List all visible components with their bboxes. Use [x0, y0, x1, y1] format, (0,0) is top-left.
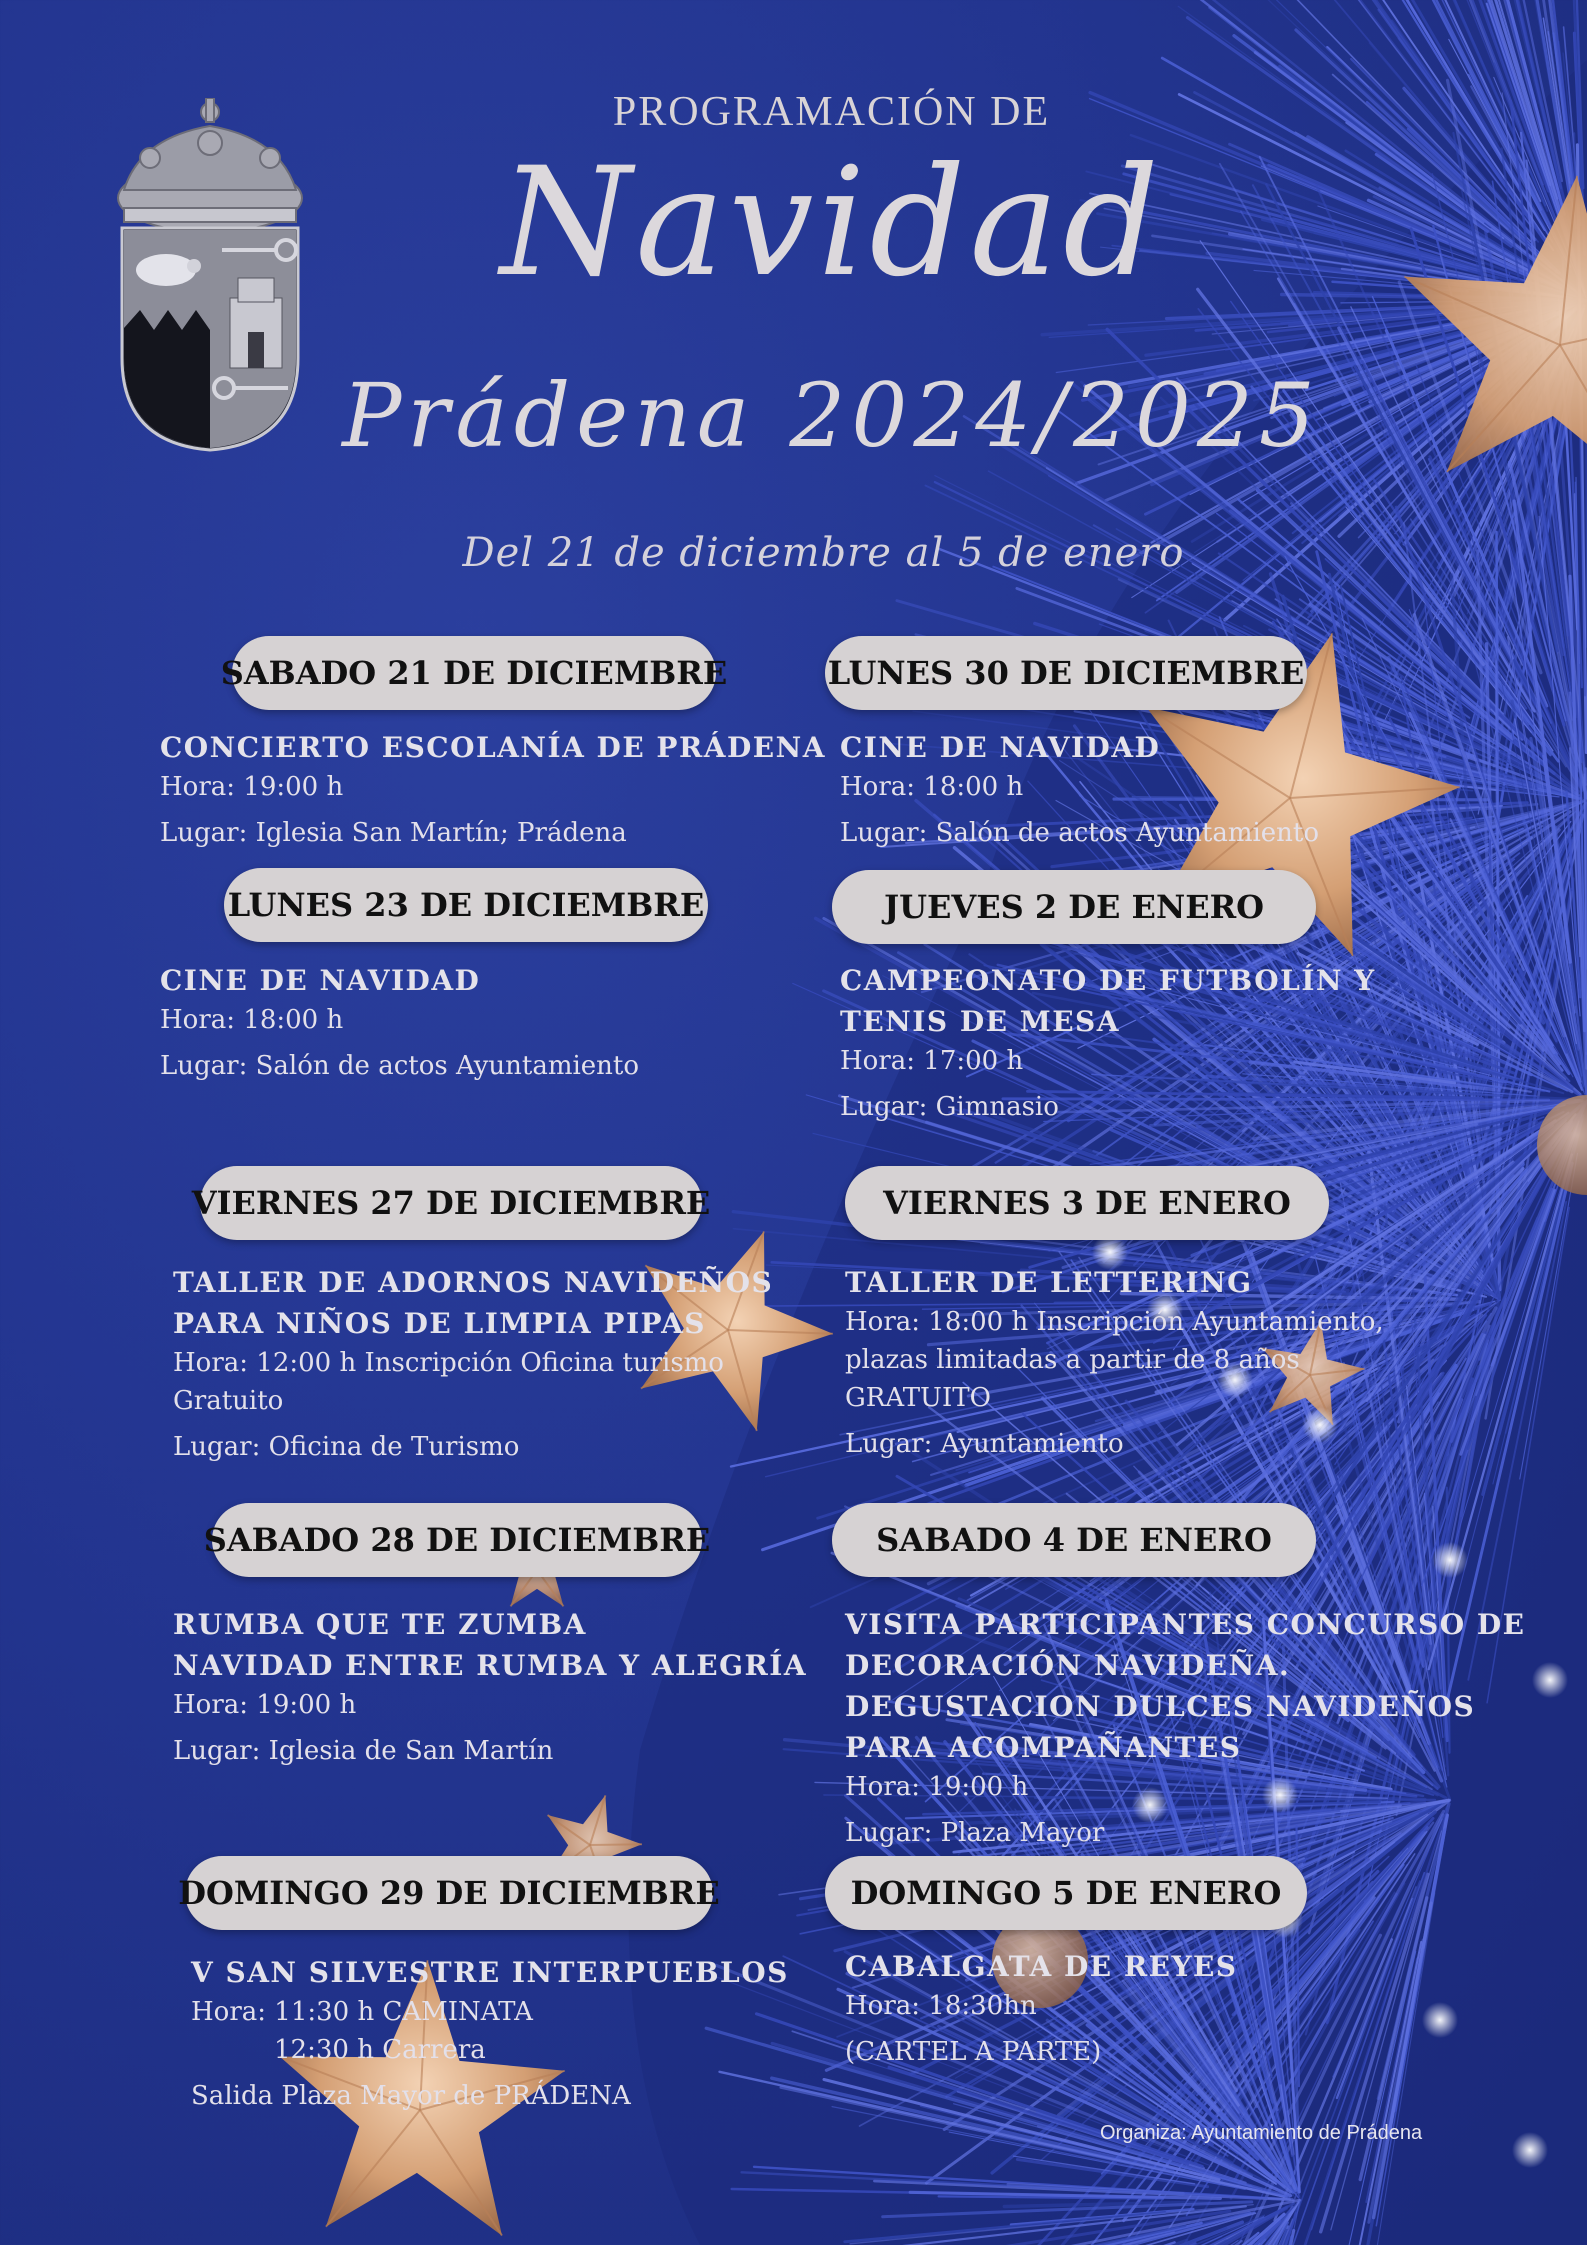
event-time: Hora: 18:00 h Inscripción Ayuntamiento, [845, 1307, 1384, 1337]
event-title: TENIS DE MESA [840, 1005, 1120, 1038]
day-pill: SABADO 4 DE ENERO [832, 1503, 1316, 1577]
event-time: Hora: 18:00 h [840, 772, 1024, 802]
event-place: Lugar: Plaza Mayor [845, 1818, 1105, 1848]
event-block [840, 727, 1319, 852]
event-time: Hora: 19:00 h [160, 772, 344, 802]
pre-title: PROGRAMACIÓN DE [612, 89, 1051, 135]
event-block [173, 1262, 773, 1466]
event-time: Hora: 18:30hn [845, 1991, 1037, 2021]
event-title: PARA ACOMPAÑANTES [845, 1731, 1242, 1764]
event-place: Lugar: Gimnasio [840, 1092, 1059, 1122]
organizer-footer: Organiza: Ayuntamiento de Prádena [1100, 2122, 1423, 2144]
event-time: Hora: 19:00 h [173, 1690, 357, 1720]
event-title: CABALGATA DE REYES [845, 1950, 1238, 1983]
event-note: (CARTEL A PARTE) [845, 2037, 1102, 2067]
event-title: RUMBA QUE TE ZUMBA [173, 1608, 587, 1641]
event-place: Lugar: Ayuntamiento [845, 1429, 1124, 1459]
event-block [840, 960, 1376, 1126]
event-place: Lugar: Salón de actos Ayuntamiento [840, 818, 1320, 848]
day-pill: SABADO 28 DE DICIEMBRE [212, 1503, 702, 1577]
event-note: plazas limitadas a partir de 8 años [845, 1345, 1300, 1375]
event-note: GRATUITO [845, 1383, 991, 1413]
event-place: Lugar: Salón de actos Ayuntamiento [160, 1051, 640, 1081]
event-title: PARA NIÑOS DE LIMPIA PIPAS [173, 1307, 707, 1340]
day-pill: LUNES 30 DE DICIEMBRE [825, 636, 1307, 710]
day-pill: SABADO 21 DE DICIEMBRE [232, 636, 716, 710]
event-time: Hora: 17:00 h [840, 1046, 1024, 1076]
event-title: TALLER DE LETTERING [845, 1266, 1253, 1299]
event-block [845, 1604, 1525, 1852]
event-title: VISITA PARTICIPANTES CONCURSO DE [845, 1608, 1526, 1641]
event-block [191, 1952, 789, 2115]
event-place: Lugar: Oficina de Turismo [173, 1432, 520, 1462]
event-block [160, 727, 826, 852]
event-time: Hora: 12:00 h Inscripción Oficina turismo [173, 1348, 724, 1378]
day-pill: VIERNES 3 DE ENERO [845, 1166, 1329, 1240]
event-title: TALLER DE ADORNOS NAVIDEÑOS [173, 1266, 774, 1299]
event-title: DECORACIÓN NAVIDEÑA. [845, 1649, 1291, 1682]
event-title: CINE DE NAVIDAD [840, 731, 1161, 764]
day-pill: DOMINGO 5 DE ENERO [825, 1856, 1307, 1930]
event-block [845, 1946, 1238, 2071]
event-title: CONCIERTO ESCOLANÍA DE PRÁDENA [160, 731, 826, 764]
event-note: Gratuito [173, 1386, 284, 1416]
event-time: Hora: 19:00 h [845, 1772, 1029, 1802]
event-place: Salida Plaza Mayor de PRÁDENA [191, 2081, 631, 2111]
event-title: NAVIDAD ENTRE RUMBA Y ALEGRÍA [173, 1649, 808, 1682]
event-block [173, 1604, 807, 1770]
day-pill: DOMINGO 29 DE DICIEMBRE [185, 1856, 713, 1930]
event-title: CAMPEONATO DE FUTBOLÍN Y [840, 964, 1376, 997]
event-block [845, 1262, 1384, 1463]
day-pill: JUEVES 2 DE ENERO [832, 870, 1316, 944]
event-time: 12:30 h Carrera [274, 2035, 486, 2065]
event-title: V SAN SILVESTRE INTERPUEBLOS [191, 1956, 789, 1989]
event-title: DEGUSTACION DULCES NAVIDEÑOS [845, 1690, 1476, 1723]
day-pill: VIERNES 27 DE DICIEMBRE [200, 1166, 702, 1240]
event-time: Hora: 11:30 h CAMINATA [191, 1997, 533, 2027]
page-subtitle: Prádena 2024/2025 [342, 364, 1321, 467]
event-title: CINE DE NAVIDAD [160, 964, 481, 997]
date-range: Del 21 de diciembre al 5 de enero [462, 530, 1185, 576]
event-place: Lugar: Iglesia de San Martín [173, 1736, 554, 1766]
event-time: Hora: 18:00 h [160, 1005, 344, 1035]
day-pill: LUNES 23 DE DICIEMBRE [224, 868, 708, 942]
event-place: Lugar: Iglesia San Martín; Prádena [160, 818, 627, 848]
event-block [160, 960, 639, 1085]
page-title: Navidad [500, 136, 1163, 310]
